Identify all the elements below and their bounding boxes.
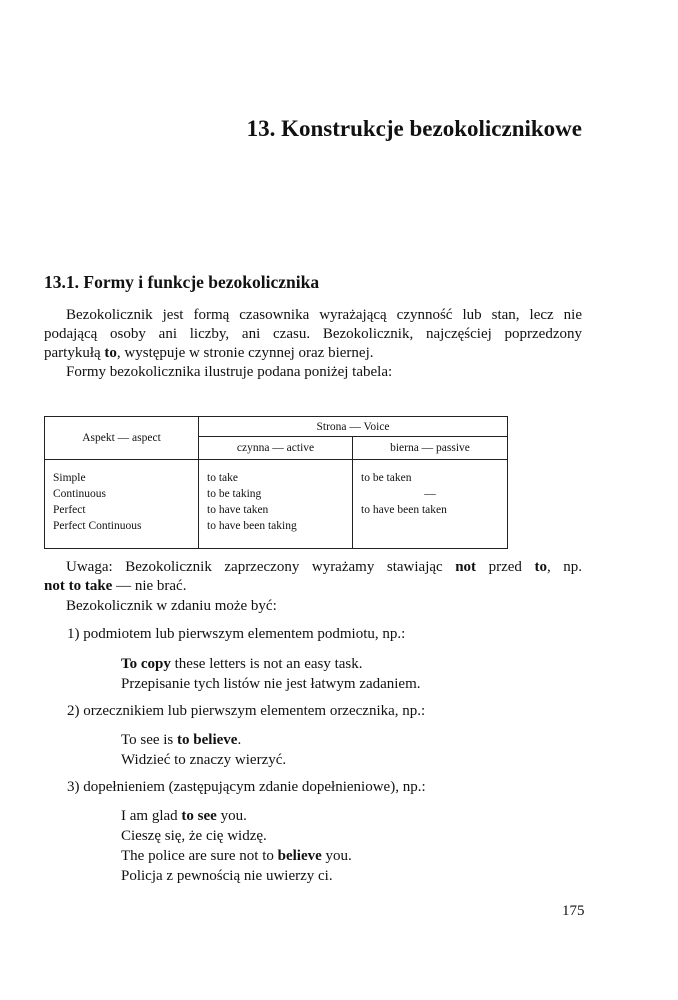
intro-line-3: partykułą to, występuje w stronie czynnej oraz biernej. xyxy=(44,345,374,361)
bold-to: to xyxy=(104,345,117,361)
passive-header: bierna — passive xyxy=(353,437,508,460)
page-number: 175 xyxy=(562,903,585,919)
intro-line-4: Formy bezokolicznika ilustruje podana poniżej tabela: xyxy=(66,364,393,380)
list-item-2: 2) orzecznikiem lub pierwszym elementem orzecznika, np.: xyxy=(67,703,426,719)
note-line-2: not to take — nie brać. xyxy=(44,578,187,594)
note-line-3: Bezokolicznik w zdaniu może być: xyxy=(66,598,277,614)
active-cell: to have taken xyxy=(207,504,269,516)
section-title: 13.1. Formy i funkcje bezokolicznika xyxy=(44,272,320,292)
example-1-pl: Przepisanie tych listów nie jest łatwym zadaniem. xyxy=(121,676,421,692)
aspect-cell: Perfect xyxy=(53,504,86,516)
note-line-1: Uwaga: Bezokolicznik zaprzeczony wyrażamy stawiając not przed to, np. xyxy=(66,559,583,575)
passive-column xyxy=(353,460,508,549)
example-1-en: To copy these letters is not an easy task. xyxy=(121,656,363,672)
passive-cell: — xyxy=(424,488,436,500)
aspect-header: Aspekt — aspect xyxy=(45,417,199,460)
voice-header: Strona — Voice xyxy=(199,417,508,437)
example-2-pl: Widzieć to znaczy wierzyć. xyxy=(121,752,287,768)
active-cell: to have been taking xyxy=(207,520,297,532)
list-item-3: 3) dopełnieniem (zastępującym zdanie dopełnieniowe), np.: xyxy=(67,779,426,795)
aspect-cell: Simple xyxy=(53,472,86,484)
aspect-column xyxy=(45,460,199,549)
list-item-1: 1) podmiotem lub pierwszym elementem podmiotu, np.: xyxy=(67,626,406,642)
example-3-en-2: The police are sure not to believe you. xyxy=(121,848,352,864)
active-cell: to be taking xyxy=(207,488,262,500)
aspect-cell: Continuous xyxy=(53,488,107,500)
infinitive-forms-table xyxy=(44,416,508,549)
example-3-en-1: I am glad to see you. xyxy=(121,808,247,824)
passive-cell: to have been taken xyxy=(361,504,447,516)
active-column xyxy=(199,460,353,549)
aspect-cell: Perfect Continuous xyxy=(53,520,142,532)
passive-cell: to be taken xyxy=(361,472,412,484)
active-header: czynna — active xyxy=(199,437,353,460)
chapter-title: 13. Konstrukcje bezokolicznikowe xyxy=(246,116,582,141)
intro-line-1: Bezokolicznik jest formą czasownika wyrażającą czynność lub stan, lecz nie xyxy=(66,307,582,323)
intro-line-2: podającą osoby ani liczby, ani czasu. Bezokolicznik, najczęściej poprzedzony xyxy=(44,326,582,342)
active-cell: to take xyxy=(207,472,238,484)
example-2-en: To see is to believe. xyxy=(121,732,242,748)
example-3-pl-1: Cieszę się, że cię widzę. xyxy=(121,828,267,844)
example-3-pl-2: Policja z pewnością nie uwierzy ci. xyxy=(121,868,333,884)
